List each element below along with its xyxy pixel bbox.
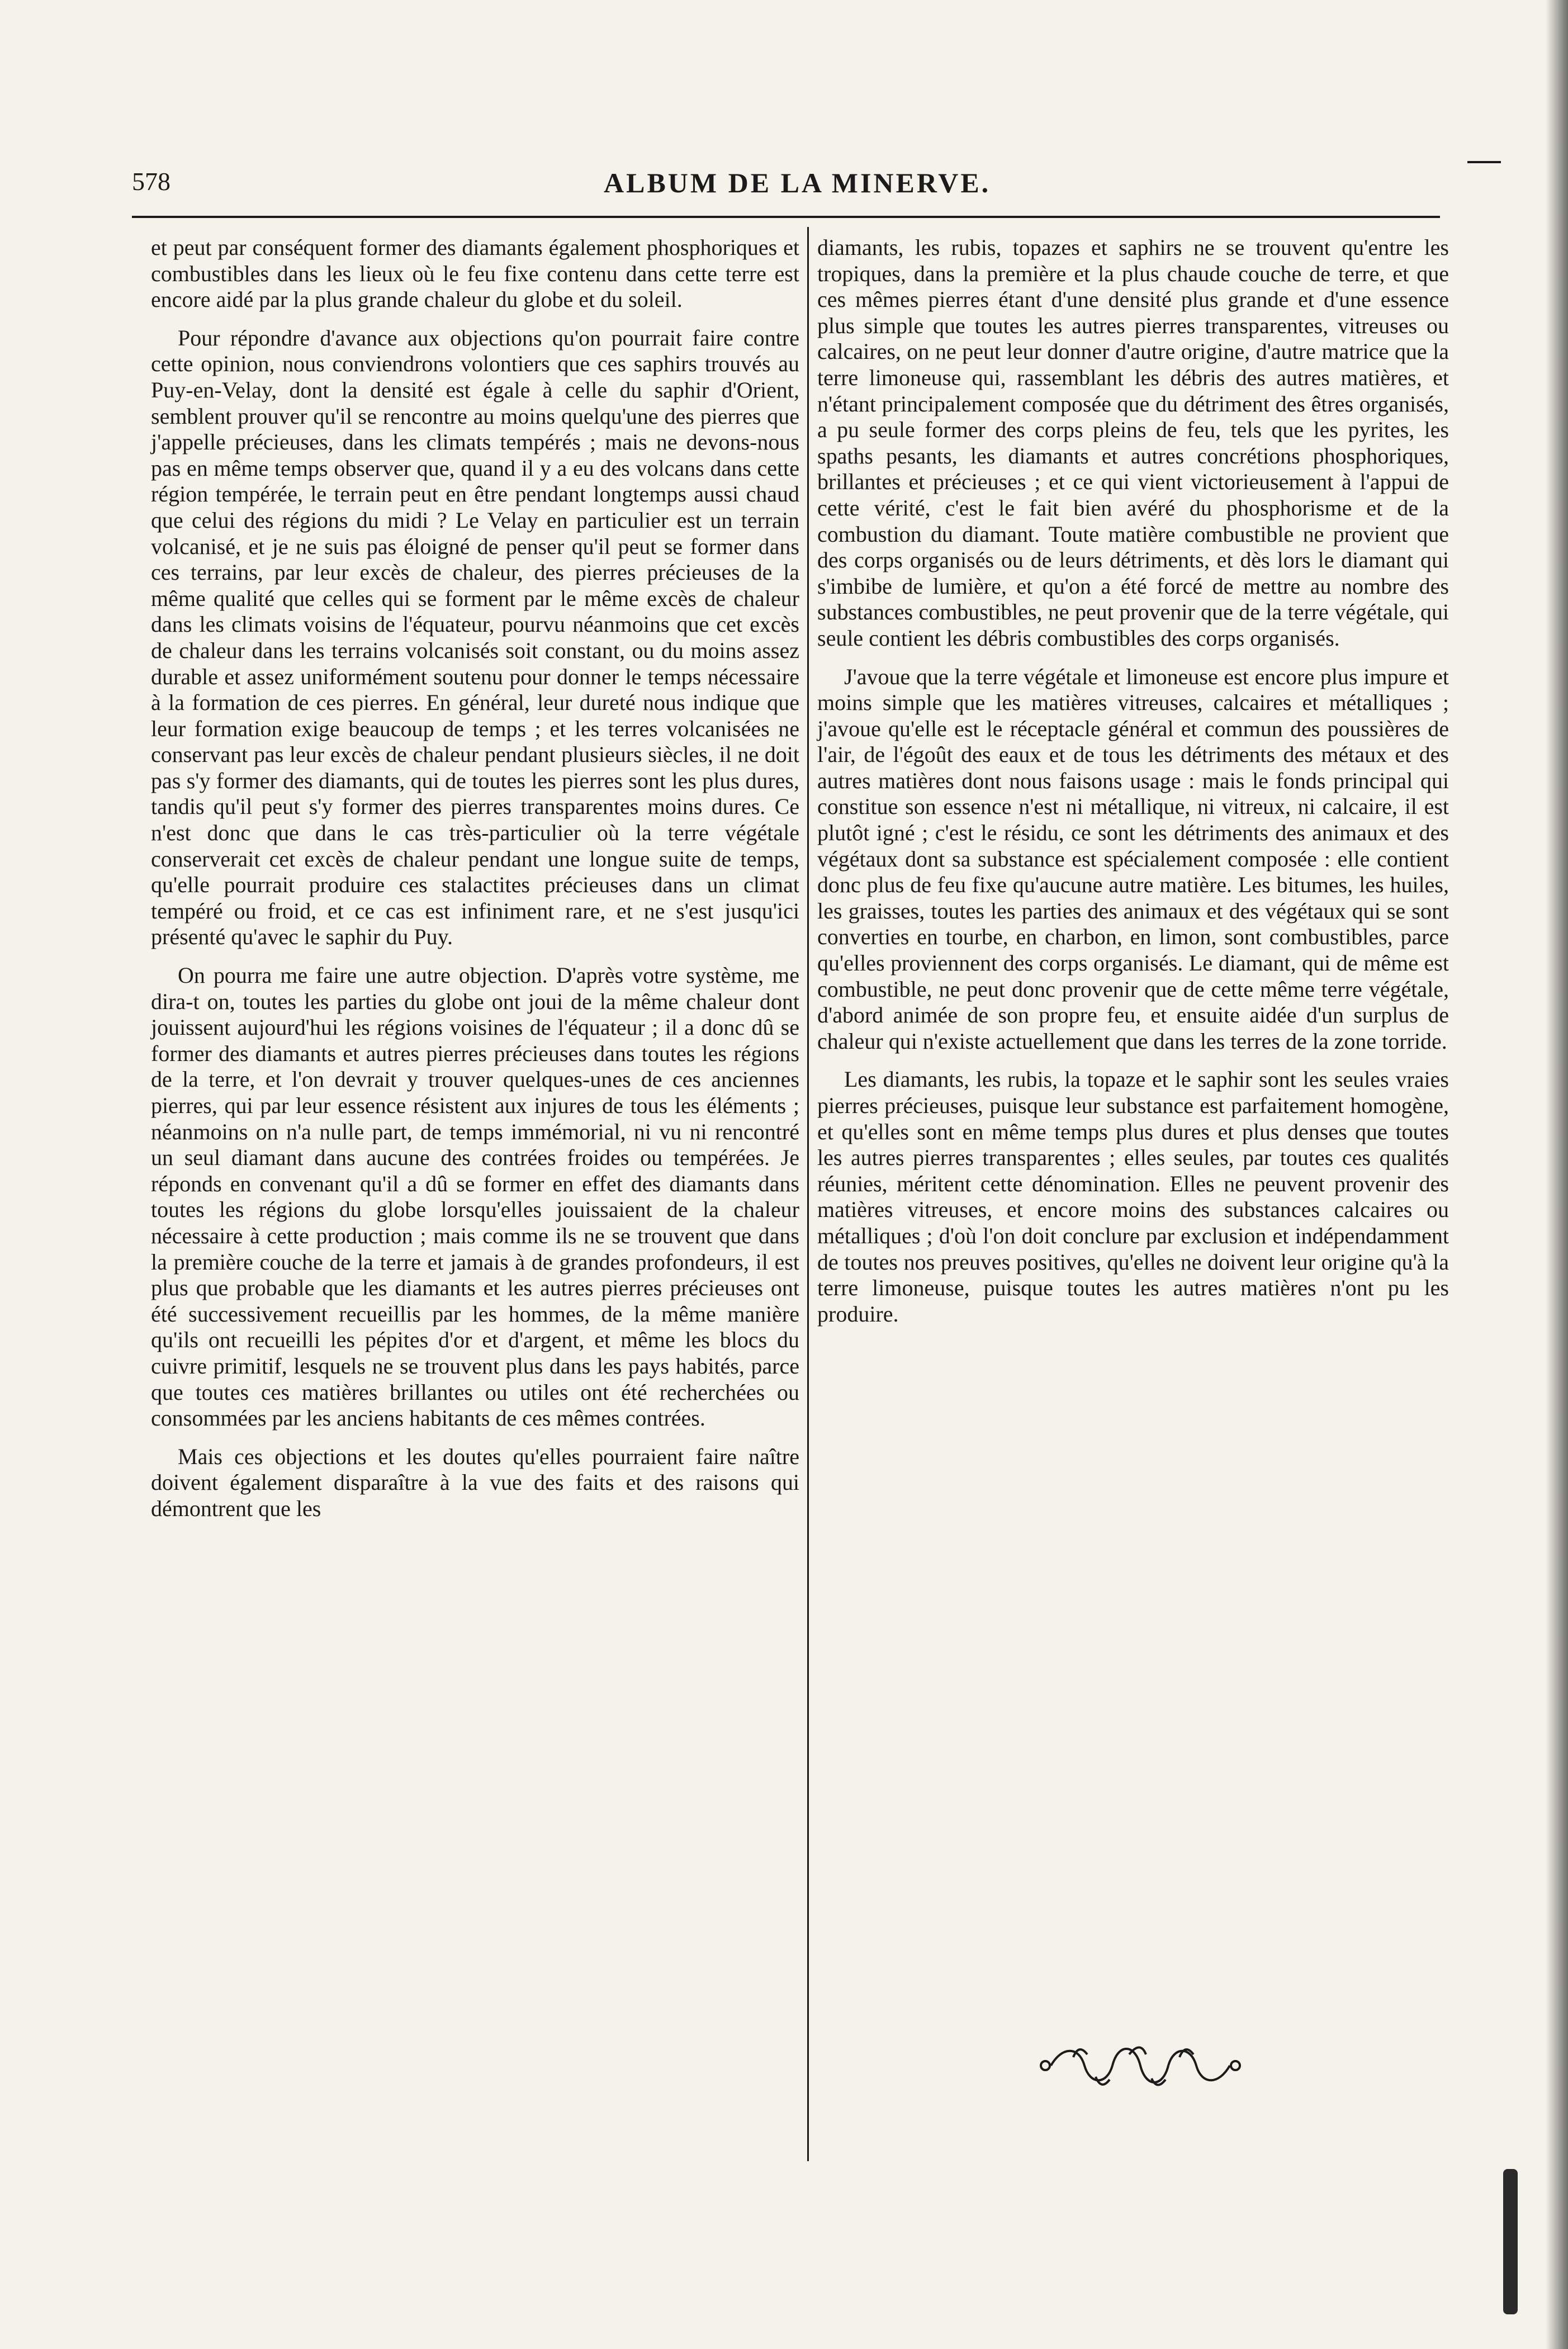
header-rule	[132, 216, 1440, 218]
paragraph: diamants, les rubis, topazes et saphirs ne se trouvent qu'entre les tropiques, dans la première et la plus chaude couche de terre, et que ces mêmes pierres étant d'une densité plus grande et d'une essence plus simple que toutes les autres pierres transparentes, vitreuses ou calcaires, on ne peut leur donner d'autre origine, d'autre matrice que la terre limoneuse qui, rassemblant les débris des autres matières, et n'étant principalement composée que du détriment des êtres organisés, a pu seule former des corps pleins de feu, tels que les pyrites, les spaths pesants, les diamants et autres concrétions phosphoriques, brillantes et précieuses ; et ce qui vient victorieusement à l'appui de cette vérité, c'est le fait bien avéré du phosphorisme et de la combustion du diamant. Toute matière combustible ne provient que des corps organisés ou de leurs détriments, et dès lors le diamant qui s'imbibe de lumière, et qu'on a été forcé de mettre au nombre des substances combustibles, ne peut provenir que de la terre végétale, qui seule contient les débris combustibles des corps organisés.	[817, 235, 1449, 651]
paragraph: et peut par conséquent former des diamants également phosphoriques et combustibles dans les lieux où le feu fixe contenu dans cette terre est encore aidé par la plus grande chaleur du globe et du soleil.	[151, 235, 799, 312]
column-divider	[807, 227, 809, 2161]
paragraph: Mais ces objections et les doutes qu'elles pourraient faire naître doivent également disparaître à la vue des faits et des raisons qui démontrent que les	[151, 1443, 799, 1521]
right-column	[817, 235, 1449, 1339]
edge-mark	[1503, 2169, 1518, 2314]
page-edge-shadow	[1546, 0, 1568, 2349]
paragraph: J'avoue que la terre végétale et limoneuse est encore plus impure et moins simple que les matières vitreuses, calcaires et métalliques ; j'avoue qu'elle est le réceptacle général et commun des poussières de l'air, de l'égoût des eaux et de tous les détriments des métaux et des autres matières dont nous faisons usage : mais le fonds principal qui constitue son essence n'est ni métallique, ni vitreux, ni calcaire, il est plutôt igné ; c'est le résidu, ce sont les détriments des animaux et des végétaux dont sa substance est spécialement composée : elle contient donc plus de feu fixe qu'aucune autre matière. Les bitumes, les huiles, les graisses, toutes les parties des animaux et des végétaux qui se sont converties en tourbe, en charbon, en limon, sont combustibles, parce qu'elles proviennent des corps organisés. Le diamant, qui de même est combustible, ne peut donc provenir que de cette même terre végétale, d'abord animée de son propre feu, et ensuite aidée d'un surplus de chaleur qui n'existe actuellement que dans les terres de la zone torride.	[817, 664, 1449, 1054]
paragraph: Les diamants, les rubis, la topaze et le saphir sont les seules vraies pierres précieuses, puisque leur substance est parfaitement homogène, et qu'elles sont en même temps plus dures et plus denses que toutes les autres pierres transparentes ; elles seules, par toutes ces qualités réunies, méritent cette dénomination. Elles ne peuvent provenir des matières vitreuses, et encore moins des substances calcaires ou métalliques ; d'où l'on doit conclure par exclusion et indépendamment de toutes nos preuves positives, qu'elles ne doivent leur origine qu'à la terre limoneuse, puisque toutes les autres matières n'ont pu les produire.	[817, 1067, 1449, 1327]
edge-mark	[1467, 161, 1501, 163]
running-title: ALBUM DE LA MINERVE.	[604, 167, 991, 198]
left-column	[151, 235, 799, 1535]
paragraph: On pourra me faire une autre objection. D'après votre système, me dira-t on, toutes les parties du globe ont joui de la même chaleur dont jouissent aujourd'hui les régions voisines de l'équateur ; il a donc dû se former des diamants et autres pierres précieuses dans toutes les régions de la terre, et l'on devrait y trouver quelques-unes de ces anciennes pierres, qui par leur essence résistent aux injures de tous les éléments ; néanmoins on n'a nulle part, de temps immémorial, ni vu ni rencontré un seul diamant dans aucune des contrées froides ou tempérées. Je réponds en convenant qu'il a dû se former en effet des diamants dans toutes les régions du globe lorsqu'elles jouissaient de la chaleur nécessaire à cette production ; mais comme ils ne se trouvent que dans la première couche de la terre et jamais à de grandes profondeurs, il est plus que probable que les diamants et les autres pierres précieuses ont été successivement recueillis par les hommes, de la même manière qu'ils ont recueilli les pépites d'or et d'argent, et même les blocs du cuivre primitif, lesquels ne se trouvent plus dans les pays habités, parce que toutes ces matières brillantes ou utiles ont été recherchées ou consommées par les anciens habitants de ces mêmes contrées.	[151, 963, 799, 1431]
paragraph: Pour répondre d'avance aux objections qu'on pourrait faire contre cette opinion, nous conviendrons volontiers que ces saphirs trouvés au Puy-en-Velay, dont la densité est égale à celle du saphir d'Orient, semblent prouver qu'il se rencontre au moins quelqu'une des pierres que j'appelle précieuses, dans les climats tempérés ; mais ne devons-nous pas en même temps observer que, quand il y a eu des volcans dans cette région tempérée, le terrain peut en être pendant longtemps aussi chaud que celui des régions du midi ? Le Velay en particulier est un terrain volcanisé, et je ne suis pas éloigné de penser qu'il peut se former dans ces terrains, par leur excès de chaleur, des pierres précieuses de la même qualité que celles qui se forment par le même excès de chaleur dans les climats voisins de l'équateur, pourvu néanmoins que cet excès de chaleur dans les terrains volcanisés soit constant, ou du moins assez durable et assez uniformément soutenu pour donner le temps nécessaire à la formation de ces pierres. En général, leur dureté nous indique que leur formation exige beaucoup de temps ; et les terres volcanisées ne conservant pas leur excès de chaleur pendant plusieurs siècles, il ne doit pas s'y former des diamants, qui de toutes les pierres sont les plus dures, tandis qu'il peut s'y former des pierres transparentes moins dures. Ce n'est donc que dans le cas très-particulier où la terre végétale conserverait cet excès de chaleur pendant une longue suite de temps, qu'elle pourrait produire ces stalactites précieuses dans un climat tempéré ou froid, et ce cas est infiniment rare, et ne s'est jusqu'ici présenté qu'avec le saphir du Puy.	[151, 325, 799, 950]
decorative-ornament-icon	[1034, 2035, 1247, 2096]
page-number: 578	[132, 167, 170, 196]
